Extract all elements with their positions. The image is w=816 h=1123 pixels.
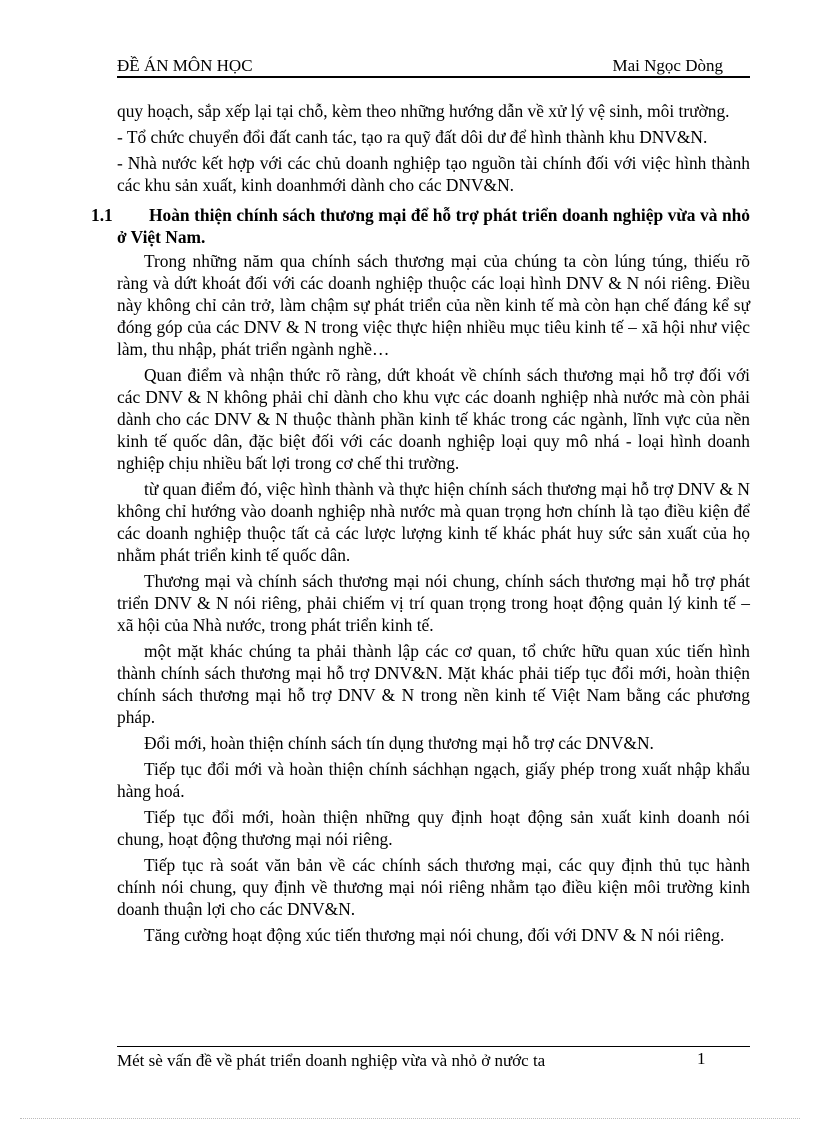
paragraph: Trong những năm qua chính sách thương mại của chúng ta còn lúng túng, thiếu rõ ràng và dứt khoát đối với các doanh nghiệp thuộc các loại hình DNV & N nói riêng. Điều này không chỉ cản trở, làm chậm sự phát triển của nền kinh tế mà còn hạn chế đáng kể sự đóng góp của các DNV & N trong việc thực hiện nhiều mục tiêu kinh tế – xã hội như việc làm, thu nhập, phát triển ngành nghề… xyxy=(117,251,750,359)
page-number: 1 xyxy=(697,1049,706,1068)
section-number: 1.1 xyxy=(91,205,113,225)
paragraph: Quan điểm và nhận thức rõ ràng, dứt khoát về chính sách thương mại hỗ trợ đối với các DNV & N không phải chỉ dành cho khu vực các doanh nghiệp nhà nước mà còn phải dành cho các DNV & N thuộc thành phần kinh tế khác trong các ngành, lĩnh vực của nền kinh tế quốc dân, đặc biệt đối với các doanh nghiệp loại quy mô nhá - loại hình doanh nghiệp chịu nhiều bất lợi trong cơ chế thi trường. xyxy=(117,365,750,473)
page-body xyxy=(91,100,750,950)
paragraph: từ quan điểm đó, việc hình thành và thực hiện chính sách thương mại hỗ trợ DNV & N không chỉ hướng vào doanh nghiệp nhà nước mà quan trọng hơn chính là tạo điều kiện để các doanh nghiệp thuộc tất cả các lược lượng kinh tế khác phát huy sức sản xuất của họ nhằm phát triển kinh tế quốc dân. xyxy=(117,479,750,565)
page-break-line xyxy=(20,1118,800,1119)
page-footer xyxy=(117,1046,750,1070)
header-author: Mai Ngọc Dòng xyxy=(612,56,723,75)
paragraph: Tiếp tục đổi mới, hoàn thiện những quy định hoạt động sản xuất kinh doanh nói chung, hoạt động thương mại nói riêng. xyxy=(117,807,750,849)
paragraph: Tiếp tục rà soát văn bản về các chính sách thương mại, các quy định thủ tục hành chính nói chung, quy định về thương mại nói riêng nhằm tạo điều kiện môi trường kinh doanh thuận lợi cho các DNV&N. xyxy=(117,855,750,919)
footer-document-title: Mét sè vấn đề về phát triển doanh nghiệp vừa và nhỏ ở nước ta xyxy=(117,1051,546,1070)
paragraph: Thương mại và chính sách thương mại nói chung, chính sách thương mại hỗ trợ phát triển DNV & N nói riêng, phải chiếm vị trí quan trọng trong hoạt động quản lý kinh tế – xã hội của Nhà nước, trong phát triển kinh tế. xyxy=(117,571,750,635)
paragraph: Tiếp tục đổi mới và hoàn thiện chính sáchhạn ngạch, giấy phép trong xuất nhập khẩu hàng hoá. xyxy=(117,759,750,801)
paragraph: Đổi mới, hoàn thiện chính sách tín dụng thương mại hỗ trợ các DNV&N. xyxy=(144,733,654,753)
bullet-paragraph: - Tổ chức chuyển đổi đất canh tác, tạo ra quỹ đất dôi dư để hình thành khu DNV&N. xyxy=(117,127,708,147)
paragraph: Tăng cường hoạt động xúc tiến thương mại nói chung, đối với DNV & N nói riêng. xyxy=(144,925,725,945)
bullet-paragraph: - Nhà nước kết hợp với các chủ doanh nghiệp tạo nguồn tài chính đối với việc hình thành các khu sản xuất, kinh doanhmới dành cho các DNV&N. xyxy=(117,153,750,195)
page-header xyxy=(117,54,750,78)
paragraph: một mặt khác chúng ta phải thành lập các cơ quan, tổ chức hữu quan xúc tiến hình thành chính sách thương mại hỗ trợ DNV&N. Mặt khác phải tiếp tục đổi mới, hoàn thiện chính sách thương mại hỗ trợ DNV & N trong nền kinh tế Việt Nam bằng các phương pháp. xyxy=(117,641,750,727)
section-heading xyxy=(91,204,750,248)
section-title: Hoàn thiện chính sách thương mại để hỗ trợ phát triển doanh nghiệp vừa và nhỏ ở Việt Nam. xyxy=(117,205,750,247)
header-course-title: ĐỀ ÁN MÔN HỌC xyxy=(117,56,253,75)
paragraph: quy hoạch, sắp xếp lại tại chỗ, kèm theo những hướng dẫn về xử lý vệ sinh, môi trường. xyxy=(117,101,730,121)
